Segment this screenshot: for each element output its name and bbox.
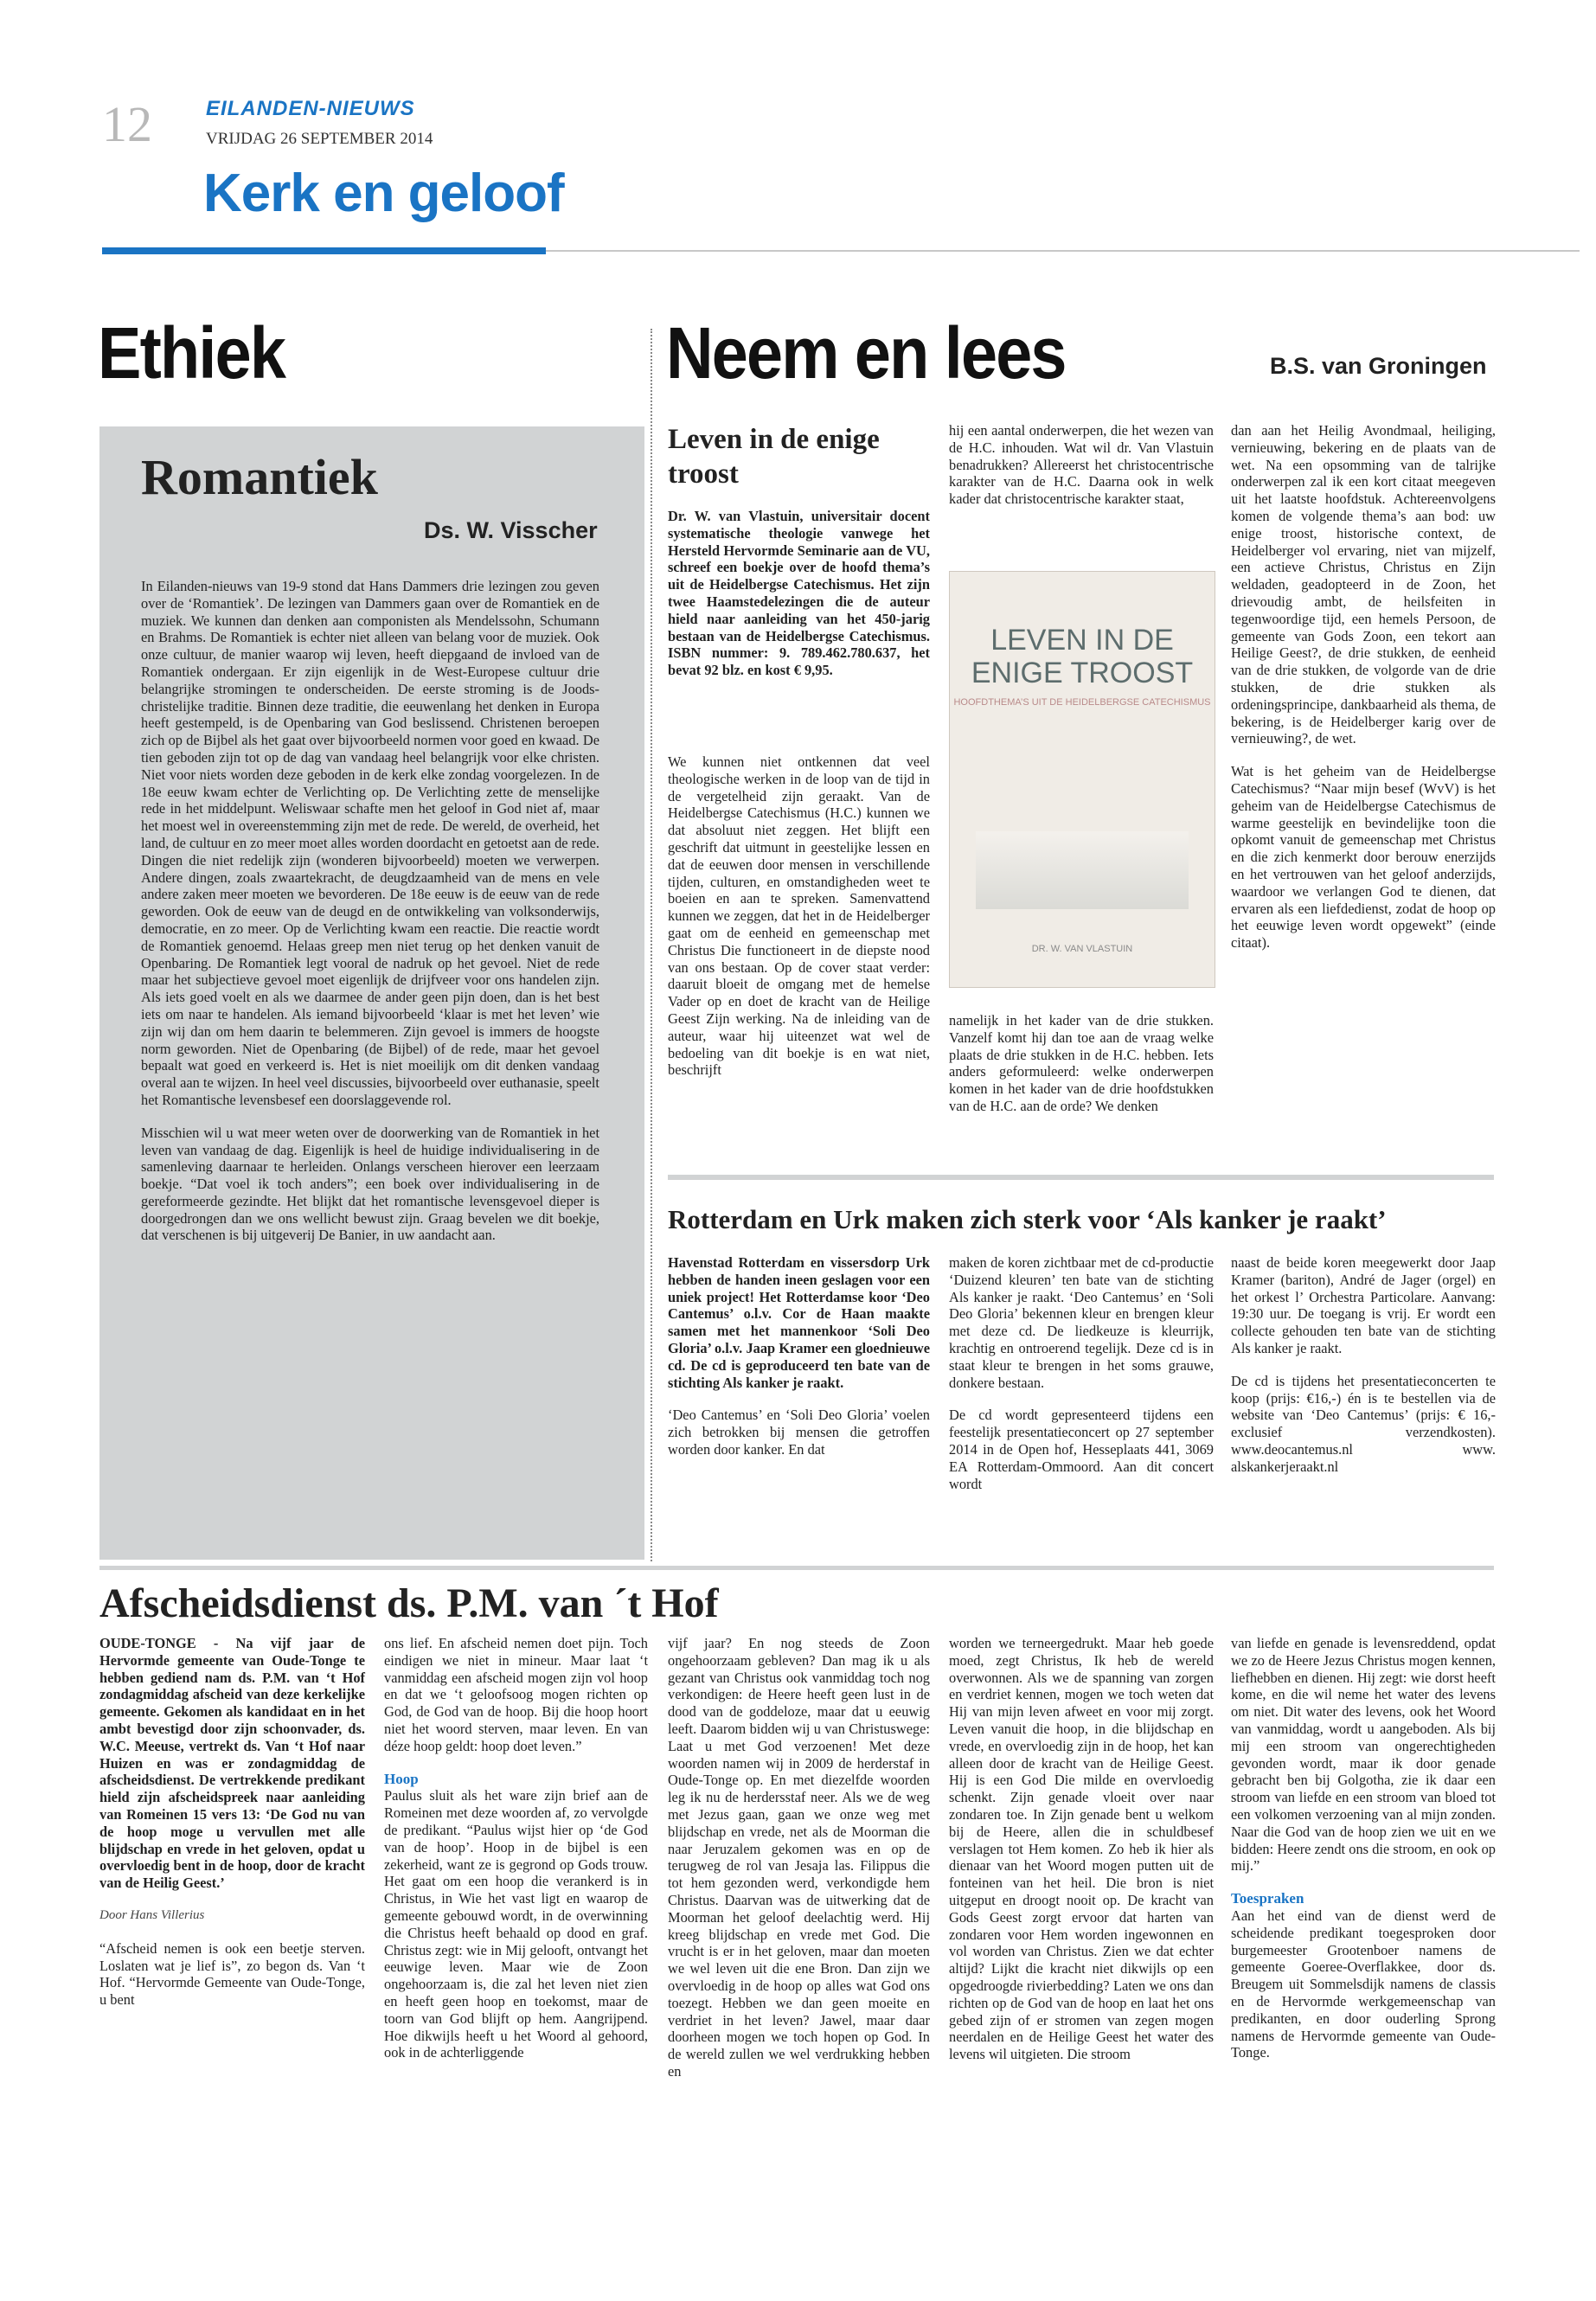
afscheid-col2 — [384, 1635, 648, 2061]
rotterdam-col1 — [668, 1254, 930, 1458]
afscheid-col1-paragraph-2: “Afscheid nemen is ook een beetje sterven. Loslaten wat je lief is”, zo begon ds. Van ‘t Hof. “Hervormde Gemeente van Oude-Tonge, u bent — [99, 1939, 365, 2009]
afscheid-col4: worden we terneergedrukt. Maar heb goede moed, zegt Christus, Ik heb de wereld overwonnen. Als we de spanning van zorgen en verdriet kennen, mogen we toch weten dat Hij van mijn leven afweet en voor mij zorgt. Leven vanuit die hoop, in die blijdschap en vrede, en overvloedig zijn in de hoop, het kan alleen door de kracht van de Heilige Geest. Hij is een God Die milde en overvloedig schenkt. Zijn genade vloeit over naar zondaren toe. In Zijn genade bent u welkom bij de Heere, allen die in schuldbesef verslagen tot Hem komen. Zo heb ik hier als dienaar van het Woord mogen putten uit de fonteinen van het heil. Die bron is niet uitgeput en droogt nooit op. De kracht van Gods Geest zorgt ervoor dat harten van zondaren voor Hem worden ingewonnen en vol worden van Christus. Zien we dat echter altijd? Lijkt die kracht niet dikwijls op een opgedroogde rivierbedding? Laten we ons dan richten op de God van de hoop en laat het ons gebed zijn of er stromen van zegen mogen neerdalen en de Heilige Geest het water des levens wil uitgieten. Die stroom — [949, 1635, 1214, 2063]
afscheid-intro: OUDE-TONGE - Na vijf jaar de Hervormde gemeente van Oude-Tonge te hebben gediend nam ds. P.M. van ‘t Hof zondagmiddag afscheid van deze kerkelijke gemeente. Gekomen als kandidaat en in het ambt bevestigd door zijn schoonvader, ds. W.C. Meeuse, vertrekt ds. Van ‘t Hof naar Huizen en was er zondagmiddag de afscheidsdienst. De vertrekkende predikant hield zijn afscheidspreek naar aanleiding van Romeinen 15 vers 13: ‘De God nu van de hoop moge u vervullen met alle blijdschap en vrede in het geloven, opdat u overvloedig bent in de hoop, door de kracht van de Heilig Geest.’ — [99, 1635, 365, 1892]
column-divider — [651, 329, 652, 1561]
section-title: Kerk en geloof — [203, 163, 564, 223]
rotterdam-title: Rotterdam en Urk maken zich sterk voor ‘Als kanker je raakt’ — [668, 1204, 1387, 1234]
rotterdam-col3 — [1231, 1254, 1496, 1476]
afscheid-col3: vijf jaar? En nog steeds de Zoon ongehoorzaam gebleven? Dan mag ik u als gezant van Christus ook vanmiddag toch nog verkondigen: de Heere heeft geen lust in de dood van de goddeloze, maar dat u eeuwig leeft. Daarom bidden wij u van Christuswege: Laat u met God verzoenen! Met deze woorden namen wij in 2009 de herderstaf in Oude-Tonge op. En met diezelfde woorden leg ik nu de herdersstaf neer. Als we de weg met Jezus gaan, gaan we onze weg met blijdschap en vrede, net als de Moorman die naar Jeruzalem gekomen was en op de terugweg de rol van Jesaja las. Filippus die tot hem gezonden werd, verkondigde hem Christus. Daarvan was de uitwerking dat de Moorman het geloof deelachtig werd. Hij kreeg blijdschap en vrede met God. Die vrucht is er in het geloven, maar dan moeten we wel leven uit die ene Bron. Dan zijn we overvloedig in de hoop op alles wat God ons toezegt. Hebben we dan geen moeite en verdriet in het leven? Jawel, maar daar doorheen mogen we toch hopen op God. In de wereld zullen we wel verdrukking hebben en — [668, 1635, 930, 2080]
ethiek-paragraph-1: In Eilanden-nieuws van 19-9 stond dat Hans Dammers drie lezingen zou geven over de ‘Romantiek’. De lezingen van Dammers gaan over de Romantiek en de muziek. We kunnen dan denken aan componisten als Mendelssohn, Schumann en Brahms. De Romantiek is echter niet alleen van belang voor de muziek. Ook onze cultuur, de manier waarop wij leven, heeft diepgaand de invloed van de Romantiek ondergaan. Er zijn eigenlijk in de West-Europese cultuur drie belangrijke stromingen te onderscheiden. De eerste stroming is de Joods-christelijke traditie. Binnen deze traditie, die eeuwenlang het denken in Europa heeft gestempeld, is de Openbaring van God beslissend. Christenen beroepen zich op de Bijbel als het gaat over bijvoorbeeld normen voor goed en kwaad. De tien geboden zijn tot op de dag van vandaag heel belangrijk voor elke christen. Niet voor niets worden deze geboden in de kerk elke zondag voorgelezen. In de 18e eeuw kwam echter de Verlichting op. De Verlichting zette de menselijke rede in het middelpunt. Weliswaar schafte men het geloof in God niet af, maar het moest wel in overeenstemming zijn met de rede. De wereld, de overheid, het land, de cultuur en zo meer moet alles worden doordacht en getoetst aan de rede. Dingen die niet redelijk zijn (wonderen bijvoorbeeld) moeten we verwerpen. Andere dingen, zoals zwaartekracht, de deugdzaamheid van de mens en vele andere zaken meer moeten we bevorderen. De 18e eeuw is de eeuw van de rede geworden. Ook de eeuw van de deugd en de ontwikkeling van volksonderwijs, democratie, en zo meer. Op de Verlichting kwam een reactie. Die reactie wordt de Romantiek genoemd. Helaas greep men niet terug op het denken vanuit de Openbaring. De Romantiek legt vooral de nadruk op het gevoel. Niet de rede maar het subjectieve gevoel moet eigenlijk de drijfveer voor ons handelen zijn. Als iets goed voelt en als we daarmee de ander geen pijn doen, dan is het best iets om naar te handelen. Als iemand bijvoorbeeld ‘klaar is met het leven’ wie zijn wij dan om hem daarin te belemmeren. Zijn gevoel is immers de hoogste norm geworden. Niet de Openbaring (de Bijbel) of de rede, maar het gevoel bepaalt wat goed en verkeerd is. Het is niet moeilijk om dit denken vandaag overal aan te wijzen. In heel veel discussies, bijvoorbeeld over euthanasie, speelt het Romantische levensbesef een doorslaggevende rol. — [141, 578, 599, 1108]
newspaper-name: EILANDEN-NIEUWS — [206, 97, 415, 120]
rotterdam-col3-paragraph-1: naast de beide koren meegewerkt door Jaap Kramer (bariton), André de Jager (orgel) en het orkest l’ Orchestra Particolare. Aanvang: 19:30 uur. De toegang is vrij. Er wordt een collecte gehouden ten bate van de stichting Als kanker je raakt. — [1231, 1254, 1496, 1356]
afscheid-subhead-toespraken: Toespraken — [1231, 1890, 1304, 1907]
ethiek-byline: Ds. W. Visscher — [424, 517, 598, 543]
rotterdam-col2 — [949, 1254, 1214, 1492]
ethiek-paragraph-2: Misschien wil u wat meer weten over de doorwerking van de Romantiek in het leven van vandaag de dag. Eigenlijk is heel de huidige individualisering in de samenleving daarnaar te herleiden. Onlangs verscheen hierover een leerzaam boekje. “Dat voel ik toch anders”; een boek over individualisering in de gereformeerde gezindte. Het blijkt dat het romantische levensgevoel dieper is doorgedrongen dan we ons wellicht bewust zijn. Graag bevelen we dit boekje, dat verschenen is bij uitgeverij De Banier, in uw aandacht aan. — [141, 1124, 599, 1244]
afscheid-top-rule — [99, 1566, 1494, 1570]
book-cover-landscape — [976, 831, 1189, 909]
review-col3 — [1231, 422, 1496, 952]
afscheid-col5 — [1231, 1635, 1496, 2061]
review-col1: We kunnen niet ontkennen dat veel theologische werken in de loop van de tijd in de vergetelheid zijn geraakt. Van de Heidelbergse Catechismus (H.C.) kunnen we dat absoluut niet zeggen. Het blijft een geschrift dat uitmunt in geestelijke lessen en dat de eeuwen door mensen in verschillende tijden, culturen, en omstandigheden weet te boeien en aan te spreken. Samenvattend kunnen we zeggen, dat het in de Heidelberger gaat om de eenheid en gemeenschap met Christus Die functioneert in de diepste nood van ons bestaan. Op de cover staat verder: daaruit bloeit de omgang met de hemelse Vader op en doet de kracht van de Heilige Geest Zijn werking. Na de inleiding van de auteur, waar hij uiteenzet wat wel de bedoeling van dit boekje is en wat niet, beschrijft — [668, 753, 930, 1079]
afscheid-col5-paragraph-2: Aan het eind van de dienst werd de scheidende predikant toegesproken door burgemeester Grootenboer namens de gemeente Goeree-Overflakkee, door ds. Breugem uit Sommelsdijk namens de classis en de Hervormde werkgemeenschap van predikanten, en door ouderling Sprong namens de Hervormde gemeente van Oude-Tonge. — [1231, 1907, 1496, 2061]
neem-en-lees-byline: B.S. van Groningen — [1270, 353, 1487, 379]
book-cover-image — [949, 571, 1215, 988]
afscheid-col2-paragraph-1: ons lief. En afscheid nemen doet pijn. Toch eindigen we niet in mineur. Maar laat ‘t vanmiddag een afscheid mogen zijn vol hoop en dat we ‘t geloofsoog mogen richten op God, de God van de hoop. Bij die hoop hoort niet het woord sterven, maar leven. En van déze hoop geldt: hoop doet leven.” — [384, 1635, 648, 1754]
afscheid-col2-paragraph-2: Paulus sluit als het ware zijn brief aan de Romeinen met deze woorden af, zo vervolgde de predikant. “Paulus wijst hier op ‘de God van de hoop’. Hoop in de bijbel is een zekerheid, want ze is gegrond op Gods trouw. Het gaat om een hoop die verankerd is in Christus, in Wie het vast ligt en waarop de gemeente gebouwd wordt, in de overwinning die Christus heeft behaald op dood en graf. Christus zegt: wie in Mij gelooft, ontvangt het eeuwige leven. Maar wie de Zoon ongehoorzaam is, die zal het leven niet zien en heeft geen hoop en toekomst, maar de toorn van God blijft op hem. Aangrijpend. Hoe dikwijls heeft u het Woord al gehoord, ook in de achterliggende — [384, 1787, 648, 2061]
rotterdam-col2-paragraph-2: De cd wordt gepresenteerd tijdens een feestelijk presentatieconcert op 27 september 2014 in de Open hof, Hesseplaats 441, 3069 EA Rotterdam-Ommoord. Aan dit concert wordt — [949, 1407, 1214, 1492]
book-cover-subtitle: HOOFDTHEMA’S UIT DE HEIDELBERGSE CATECHISMUS — [953, 697, 1211, 708]
rotterdam-col1-paragraph-2: ‘Deo Cantemus’ en ‘Soli Deo Gloria’ voelen zich betrokken bij mensen die getroffen worden door kanker. En dat — [668, 1407, 930, 1458]
section-rule — [546, 250, 1580, 252]
review-intro: Dr. W. van Vlastuin, universitair docent systematische theologie vanwege het Hersteld Hervormde Seminarie aan de VU, schreef een boekje over de hoofd thema’s uit de Heidelbergse Catechismus. Het zijn twee Haamstedelezingen die de auteur hield naar aanleiding van het 450-jarig bestaan van de Heidelbergse Catechismus. ISBN nummer: 9. 789.462.780.637, het bevat 92 blz. en kost € 9,95. — [668, 508, 930, 679]
ethiek-heading: Ethiek — [98, 312, 285, 394]
issue-date: VRIJDAG 26 SEPTEMBER 2014 — [206, 130, 433, 148]
rotterdam-col2-paragraph-1: maken de koren zichtbaar met de cd-productie ‘Duizend kleuren’ ten bate van de stichting Als kanker je raakt. ‘Deo Cantemus’ en ‘Soli Deo Gloria’ bekennen kleur en brengen kleur met deze cd. De liedkeuze is kleurrijk, krachtig en ontroerend tegelijk. Deze cd is in staat kleur te brengen in het soms grauwe, donkere bestaan. — [949, 1254, 1214, 1391]
section-accent-bar — [102, 247, 546, 254]
page-number: 12 — [102, 96, 152, 152]
review-col2-bottom: namelijk in het kader van de drie stukken. Vanzelf komt hij dan toe aan de vraag welke plaats de drie stukken in de H.C. hebben. Iets anders geformuleerd: welke onderwerpen komen in het kader van de drie hoofdstukken van de H.C. aan de orde? We denken — [949, 1012, 1214, 1114]
ethiek-article-title: Romantiek — [141, 449, 378, 505]
afscheid-subhead-hoop: Hoop — [384, 1770, 419, 1787]
review-col3-paragraph-1: dan aan het Heilig Avondmaal, heiliging, vernieuwing, bekering en de plaats van de wet. Na een opsomming van de talrijke onderwerpen zal ik een kort citaat meegeven uit het laatste hoofdstuk. Achtereenvolgens komen de volgende thema’s aan bod: uw enige troost, historische context, de Heidelberger vol ervaring, niet van mijzelf, een actieve Christus, Christus en Zijn weldaden, geadopteerd in de Zoon, het drievoudig ambt, de heilsfeiten in tegenwoordige tijd, een hemels Persoon, de gemeente van Gods Zoon, een tekort aan Heilige Geest?, de drie stukken, de eenheid van de drie stukken, de volgorde van de drie stukken, de drie stukken als ordeningsprincipe, dankbaarheid als thema, de bekering, is de Heidelberger karig over de vernieuwing?, de wet. — [1231, 422, 1496, 747]
neem-en-lees-heading: Neem en lees — [666, 312, 1066, 394]
rotterdam-col3-paragraph-2: De cd is tijdens het presentatieconcerten te koop (prijs: €16,-) én is te bestellen via de website van ‘Deo Cantemus’ (prijs: € 16,- exclusief verzendkosten). www.deocantemus.nl www. alskankerjeraakt.nl — [1231, 1372, 1496, 1475]
afscheid-col1 — [99, 1635, 365, 2009]
rotterdam-intro: Havenstad Rotterdam en vissersdorp Urk hebben de handen ineen geslagen voor een uniek project! Het Rotterdamse koor ‘Deo Cantemus’ o.l.v. Cor de Haan maakte samen met het mannenkoor ‘Soli Deo Gloria’ o.l.v. Jaap Kramer een gloednieuwe cd. De cd is geproduceerd ten bate van de stichting Als kanker je raakt. — [668, 1254, 930, 1391]
afscheid-credit: Door Hans Villerius — [99, 1907, 205, 1922]
review-col3-paragraph-2: Wat is het geheim van de Heidelbergse Catechismus? “Naar mijn besef (WvV) is het geheim van de Heidelbergse Catechismus de warme geestelijk en bevindelijke toon die opkomt vanuit de gemeenschap met Christus en die zich kenmerkt door berouw enerzijds en het vertrouwen van het geloof anderzijds, waardoor we verlangen God te dienen, dat ervaren als een liefdedienst, zodat de hoop op het eeuwige leven wordt opgewekt” (einde citaat). — [1231, 763, 1496, 952]
book-cover-author: DR. W. VAN VLASTUIN — [1031, 944, 1133, 954]
review-title: Leven in de enige troost — [668, 424, 880, 490]
afscheid-title: Afscheidsdienst ds. P.M. van ´t Hof — [99, 1580, 719, 1626]
book-cover-title: LEVEN IN DE ENIGE TROOST — [971, 624, 1194, 689]
rotterdam-top-rule — [668, 1175, 1494, 1180]
afscheid-col5-paragraph-1: van liefde en genade is levensreddend, opdat we zo de Heere Jezus Christus mogen kennen, liefhebben en dienen. Hij zegt: wie dorst heeft kome, en die wil neme het water des levens om niet. Dit water des levens, ook het Woord van vanmiddag, wordt u aangeboden. Als bij mij een stroom van ongerechtigheden gevonden wordt, maar ik door genade gebracht ben bij Golgotha, zie ik daar een stroom van liefde en een stroom van bloed tot een volkomen verzoening van al mijn zonden. Naar die God van de hoop zien we uit en we bidden: Heere zendt ons die stroom, en ook op mij.” — [1231, 1635, 1496, 1875]
ethiek-body — [141, 578, 599, 1244]
review-col2-top: hij een aantal onderwerpen, die het wezen van de H.C. inhouden. Wat wil dr. Van Vlastuin benadrukken? Allereerst het christocentrische karakter van de H.C. Daarna ook in welk kader dat christocentrische karakter staat, — [949, 422, 1214, 508]
